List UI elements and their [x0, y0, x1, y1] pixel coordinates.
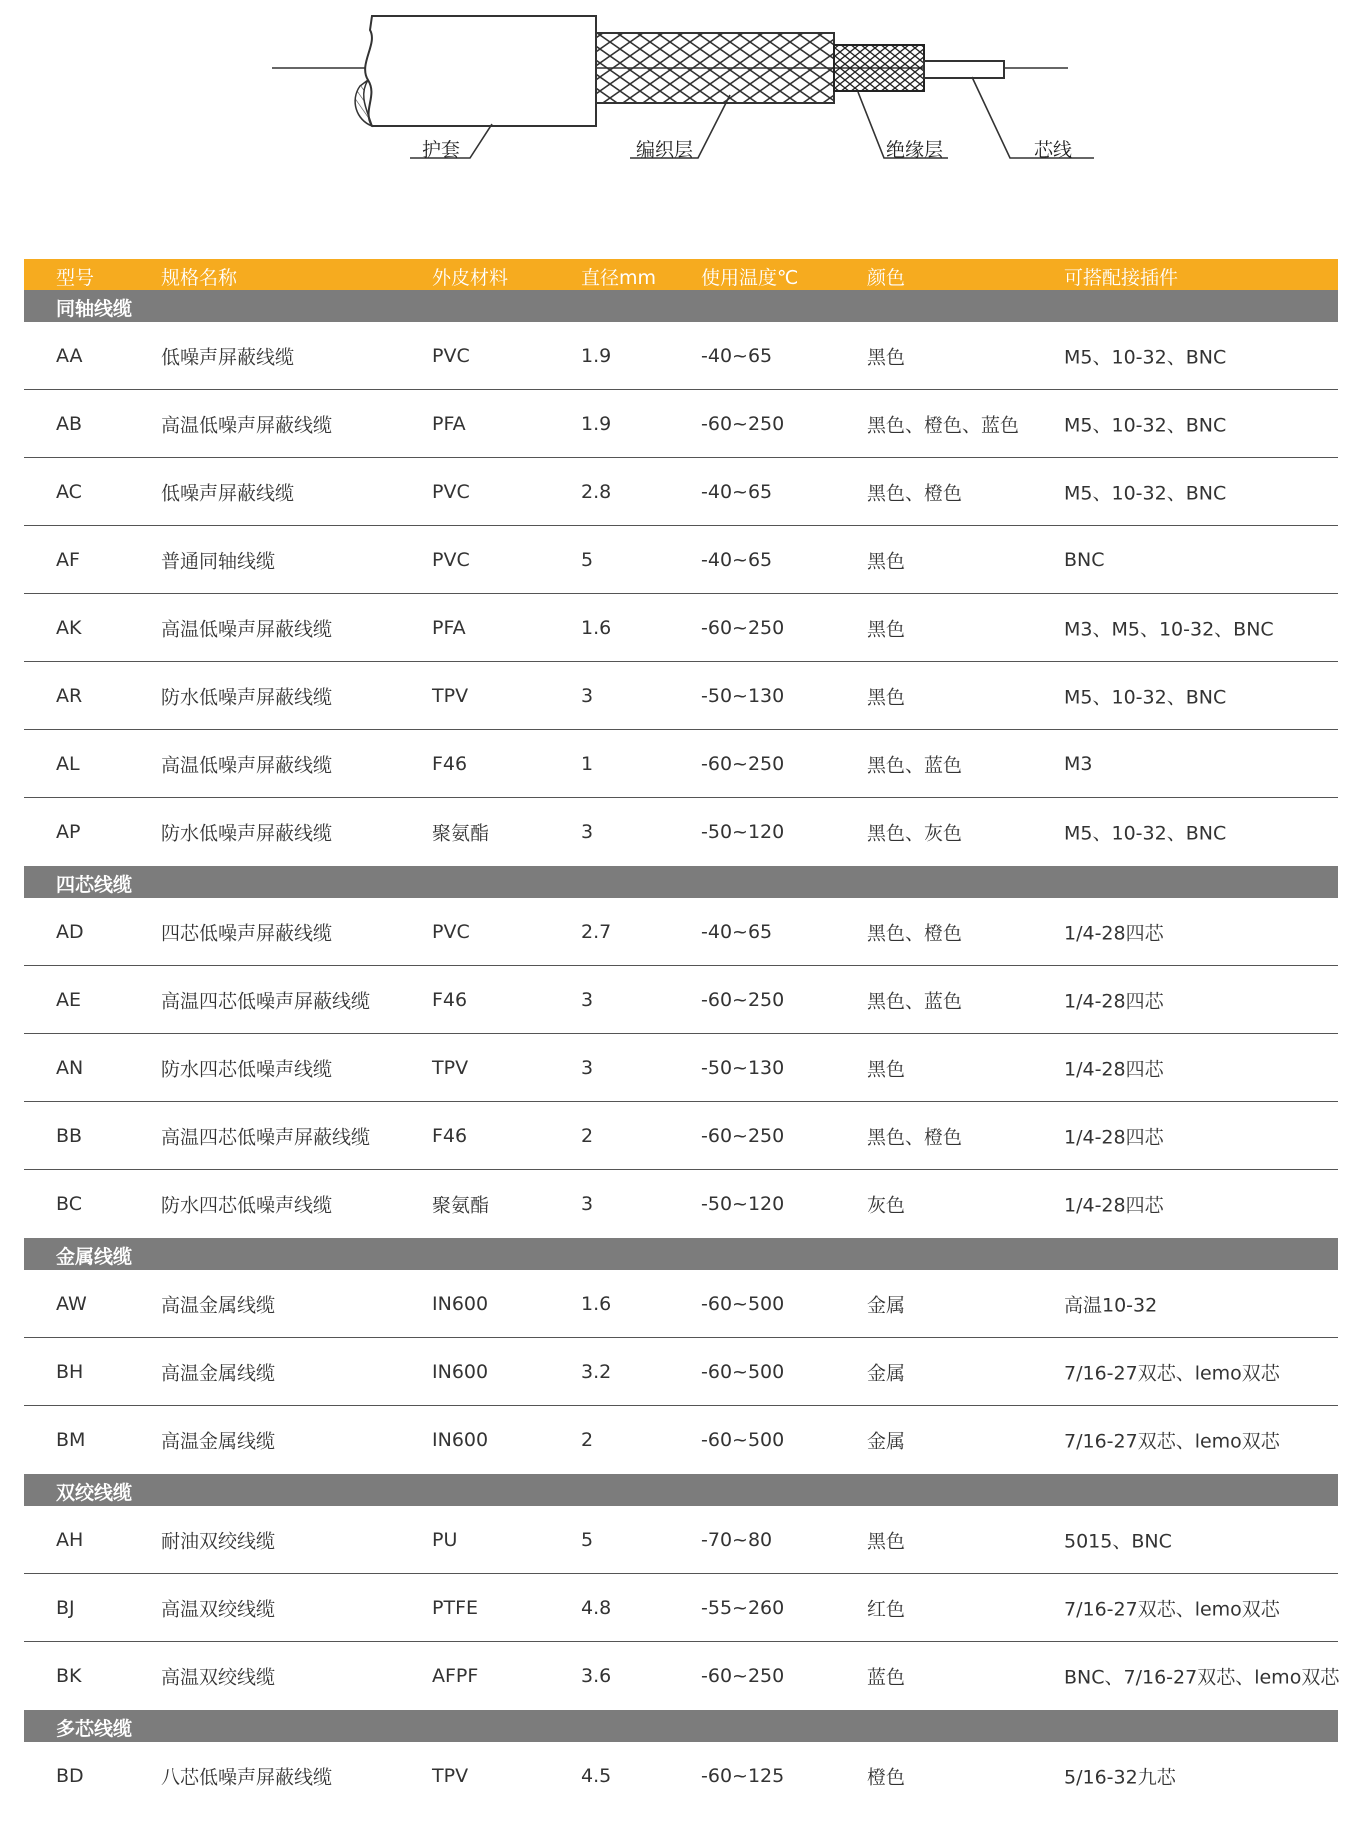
cell-connectors: 7/16-27双芯、lemo双芯 [1064, 1362, 1280, 1384]
cell-temperature: -60~500 [701, 1360, 785, 1383]
cable-spec-table [24, 259, 1338, 1810]
section-header [24, 1238, 1338, 1270]
braid-label: 编织层 [636, 139, 694, 161]
cell-temperature: -50~120 [701, 1193, 785, 1215]
cell-color: 金属 [867, 1294, 906, 1316]
cell-connectors: M3、M5、10-32、BNC [1064, 618, 1274, 640]
cell-color: 黑色、橙色 [867, 922, 963, 944]
cell-connectors: 1/4-28四芯 [1064, 1126, 1164, 1148]
table-row [24, 1742, 1338, 1810]
cell-jacket-material: IN600 [432, 1429, 489, 1451]
cell-temperature: -55~260 [701, 1596, 785, 1619]
cell-color: 橙色 [867, 1766, 906, 1789]
cell-color: 黑色 [867, 1058, 906, 1080]
cell-connectors: 5015、BNC [1064, 1530, 1172, 1552]
cell-connectors: 1/4-28四芯 [1064, 1058, 1164, 1080]
table-row [24, 730, 1338, 798]
cell-jacket-material: IN600 [432, 1360, 489, 1383]
cell-spec-name: 防水四芯低噪声线缆 [161, 1058, 333, 1080]
cell-spec-name: 高温四芯低噪声屏蔽线缆 [161, 990, 371, 1012]
core-label: 芯线 [1034, 139, 1073, 161]
cell-color: 蓝色 [867, 1666, 906, 1689]
cell-spec-name: 低噪声屏蔽线缆 [161, 346, 295, 368]
cell-spec-name: 普通同轴线缆 [161, 550, 276, 572]
table-row [24, 898, 1338, 966]
cell-jacket-material: 聚氨酯 [432, 822, 490, 845]
cable-section [24, 1238, 1338, 1474]
header-temperature: 使用温度℃ [701, 267, 799, 289]
cell-diameter: 1.9 [581, 412, 612, 435]
header-diameter: 直径mm [581, 267, 657, 289]
cell-temperature: -60~250 [701, 988, 785, 1011]
insulation-layer [834, 45, 924, 91]
cell-connectors: 7/16-27双芯、lemo双芯 [1064, 1598, 1280, 1620]
cable-section [24, 866, 1338, 1238]
cell-jacket-material: TPV [432, 1765, 469, 1787]
table-row [24, 1338, 1338, 1406]
cell-diameter: 4.5 [581, 1765, 612, 1787]
cell-diameter: 1 [581, 752, 594, 775]
cell-spec-name: 高温金属线缆 [161, 1294, 276, 1316]
table-row [24, 662, 1338, 730]
header-color: 颜色 [867, 267, 906, 289]
cell-color: 黑色、橙色 [867, 482, 963, 504]
cell-spec-name: 防水低噪声屏蔽线缆 [161, 686, 333, 708]
cell-temperature: -50~120 [701, 821, 785, 843]
cell-model: BK [56, 1665, 82, 1687]
cell-model: BC [56, 1193, 82, 1215]
cell-spec-name: 高温四芯低噪声屏蔽线缆 [161, 1126, 371, 1148]
cell-jacket-material: 聚氨酯 [432, 1194, 490, 1217]
cell-color: 金属 [867, 1362, 906, 1384]
section-title: 同轴线缆 [56, 298, 133, 320]
cell-color: 红色 [867, 1598, 906, 1620]
cell-connectors: BNC、7/16-27双芯、lemo双芯 [1064, 1666, 1340, 1689]
cell-diameter: 3 [581, 1056, 594, 1079]
cell-model: BM [56, 1429, 86, 1451]
cell-jacket-material: PU [432, 1528, 458, 1551]
cell-spec-name: 四芯低噪声屏蔽线缆 [161, 922, 333, 944]
table-row [24, 526, 1338, 594]
cell-connectors: M3 [1064, 752, 1093, 775]
table-row [24, 1270, 1338, 1338]
cell-diameter: 1.6 [581, 616, 612, 639]
cell-diameter: 3 [581, 684, 594, 707]
cell-connectors: M5、10-32、BNC [1064, 686, 1227, 708]
section-header [24, 1474, 1338, 1506]
cell-spec-name: 高温双绞线缆 [161, 1598, 276, 1620]
cell-connectors: 1/4-28四芯 [1064, 990, 1164, 1012]
cell-color: 黑色 [867, 346, 906, 368]
cell-model: AL [56, 752, 80, 775]
core-wire [924, 61, 1004, 78]
cable-section [24, 290, 1338, 866]
cell-model: AK [56, 616, 82, 639]
cell-connectors: M5、10-32、BNC [1064, 414, 1227, 436]
cell-diameter: 3.2 [581, 1360, 612, 1383]
cell-jacket-material: PVC [432, 548, 470, 571]
section-title: 金属线缆 [56, 1246, 133, 1268]
cell-diameter: 2.8 [581, 480, 612, 503]
cell-model: AR [56, 684, 83, 707]
jacket-label: 护套 [422, 139, 461, 161]
table-row [24, 1506, 1338, 1574]
cell-color: 黑色、灰色 [867, 822, 963, 845]
header-connectors: 可搭配接插件 [1064, 267, 1179, 289]
cell-model: AF [56, 548, 80, 571]
cell-spec-name: 防水四芯低噪声线缆 [161, 1194, 333, 1217]
cell-diameter: 5 [581, 548, 594, 571]
cell-jacket-material: PVC [432, 344, 470, 367]
cell-diameter: 3 [581, 1193, 594, 1215]
cell-diameter: 3.6 [581, 1665, 612, 1687]
cell-diameter: 1.9 [581, 344, 612, 367]
table-row [24, 1102, 1338, 1170]
cell-temperature: -40~65 [701, 548, 773, 571]
cell-connectors: M5、10-32、BNC [1064, 822, 1227, 845]
cell-temperature: -60~250 [701, 412, 785, 435]
cell-color: 黑色 [867, 618, 906, 640]
cell-diameter: 2.7 [581, 920, 612, 943]
table-header-row [24, 259, 1338, 290]
cell-color: 金属 [867, 1430, 906, 1453]
cell-spec-name: 高温金属线缆 [161, 1430, 276, 1453]
cell-color: 灰色 [867, 1194, 906, 1217]
table-row [24, 966, 1338, 1034]
cell-jacket-material: F46 [432, 752, 468, 775]
table-row [24, 798, 1338, 866]
section-title: 四芯线缆 [56, 874, 133, 896]
table-row [24, 594, 1338, 662]
cell-jacket-material: TPV [432, 1056, 469, 1079]
table-row [24, 1642, 1338, 1710]
cell-diameter: 5 [581, 1528, 594, 1551]
cell-temperature: -70~80 [701, 1528, 773, 1551]
cell-model: BB [56, 1124, 83, 1147]
cell-temperature: -40~65 [701, 480, 773, 503]
table-row [24, 1406, 1338, 1474]
cell-diameter: 3 [581, 821, 594, 843]
cell-spec-name: 高温金属线缆 [161, 1362, 276, 1384]
cell-temperature: -50~130 [701, 1056, 785, 1079]
section-header [24, 866, 1338, 898]
cell-connectors: 5/16-32九芯 [1064, 1766, 1176, 1789]
cell-model: AH [56, 1528, 84, 1551]
cell-jacket-material: PTFE [432, 1596, 478, 1619]
cell-temperature: -60~250 [701, 1124, 785, 1147]
table-row [24, 390, 1338, 458]
cell-jacket-material: F46 [432, 988, 468, 1011]
cell-spec-name: 高温低噪声屏蔽线缆 [161, 414, 333, 436]
cell-spec-name: 八芯低噪声屏蔽线缆 [161, 1766, 333, 1789]
cell-temperature: -60~250 [701, 752, 785, 775]
table-row [24, 1574, 1338, 1642]
header-model: 型号 [56, 267, 95, 289]
cell-jacket-material: AFPF [432, 1665, 479, 1687]
cell-jacket-material: PVC [432, 480, 470, 503]
cell-model: AA [56, 344, 83, 367]
cell-connectors: 高温10-32 [1064, 1294, 1158, 1316]
cell-model: AP [56, 821, 81, 843]
cell-temperature: -50~130 [701, 684, 785, 707]
cell-diameter: 2 [581, 1429, 594, 1451]
cell-temperature: -60~125 [701, 1765, 785, 1787]
cell-jacket-material: PVC [432, 920, 470, 943]
header-jacket-material: 外皮材料 [432, 267, 509, 289]
cell-temperature: -60~250 [701, 616, 785, 639]
cell-spec-name: 高温双绞线缆 [161, 1666, 276, 1689]
table-row [24, 322, 1338, 390]
cell-model: AC [56, 480, 82, 503]
cell-color: 黑色 [867, 550, 906, 572]
cell-connectors: 7/16-27双芯、lemo双芯 [1064, 1430, 1280, 1453]
cell-connectors: 1/4-28四芯 [1064, 1194, 1164, 1217]
cell-jacket-material: PFA [432, 412, 466, 435]
cell-connectors: M5、10-32、BNC [1064, 346, 1227, 368]
cell-model: BD [56, 1765, 84, 1787]
header-spec-name: 规格名称 [161, 267, 238, 289]
cell-temperature: -40~65 [701, 920, 773, 943]
cell-color: 黑色 [867, 1530, 906, 1552]
cable-section [24, 1474, 1338, 1710]
cell-spec-name: 高温低噪声屏蔽线缆 [161, 618, 333, 640]
braid-layer [596, 33, 834, 103]
cell-color: 黑色、橙色 [867, 1126, 963, 1148]
cell-jacket-material: TPV [432, 684, 469, 707]
table-row [24, 458, 1338, 526]
cell-color: 黑色 [867, 686, 906, 708]
cell-color: 黑色、蓝色 [867, 754, 963, 776]
cell-connectors: M5、10-32、BNC [1064, 482, 1227, 504]
cell-connectors: 1/4-28四芯 [1064, 922, 1164, 944]
cell-spec-name: 耐油双绞线缆 [161, 1530, 276, 1552]
cable-section [24, 1710, 1338, 1810]
cell-color: 黑色、橙色、蓝色 [867, 414, 1020, 436]
cell-model: AD [56, 920, 84, 943]
cell-color: 黑色、蓝色 [867, 990, 963, 1012]
cell-spec-name: 高温低噪声屏蔽线缆 [161, 754, 333, 776]
cell-model: AN [56, 1056, 84, 1079]
cell-model: AW [56, 1292, 87, 1315]
cell-temperature: -40~65 [701, 344, 773, 367]
cell-spec-name: 低噪声屏蔽线缆 [161, 482, 295, 504]
cell-model: AB [56, 412, 83, 435]
table-row [24, 1170, 1338, 1238]
section-header [24, 290, 1338, 322]
cell-jacket-material: PFA [432, 616, 466, 639]
section-title: 多芯线缆 [56, 1718, 133, 1740]
table-row [24, 1034, 1338, 1102]
cell-jacket-material: F46 [432, 1124, 468, 1147]
section-header [24, 1710, 1338, 1742]
jacket-layer [355, 16, 596, 126]
cell-spec-name: 防水低噪声屏蔽线缆 [161, 822, 333, 845]
cell-temperature: -60~500 [701, 1429, 785, 1451]
cell-model: AE [56, 988, 82, 1011]
cell-temperature: -60~250 [701, 1665, 785, 1687]
section-title: 双绞线缆 [56, 1482, 133, 1504]
cell-model: BH [56, 1360, 84, 1383]
cell-temperature: -60~500 [701, 1292, 785, 1315]
cell-connectors: BNC [1064, 548, 1105, 571]
cell-diameter: 4.8 [581, 1596, 612, 1619]
cell-model: BJ [56, 1596, 75, 1619]
cell-diameter: 1.6 [581, 1292, 612, 1315]
cell-jacket-material: IN600 [432, 1292, 489, 1315]
insulation-label: 绝缘层 [886, 139, 944, 161]
cell-diameter: 3 [581, 988, 594, 1011]
cell-diameter: 2 [581, 1124, 594, 1147]
